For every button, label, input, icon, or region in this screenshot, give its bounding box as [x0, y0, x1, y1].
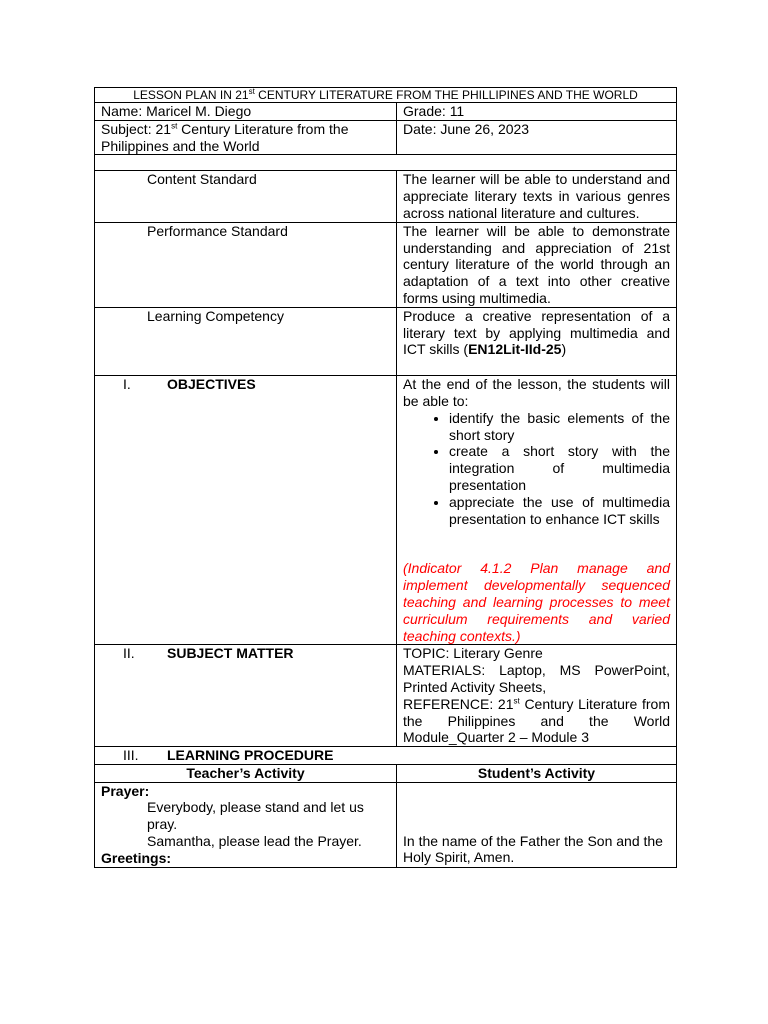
objective-item: • create a short story with the integration of multimedia presentation [449, 443, 670, 493]
materials-text: MATERIALS: Laptop, MS PowerPoint, Printed Activity Sheets, [403, 662, 670, 695]
reference-text-pre: REFERENCE: 21 [403, 695, 514, 712]
grade-cell: Grade: 11 [397, 103, 677, 121]
prayer-leader-instruction: Samantha, please lead the Prayer. [147, 833, 362, 850]
greetings-label: Greetings: [101, 849, 172, 866]
objective-item: • identify the basic elements of the short story [449, 410, 670, 444]
title-row [95, 88, 677, 103]
subject-matter-heading: SUBJECT MATTER [167, 645, 294, 662]
subject-text-post: Century Literature from the Philippines and the World [101, 120, 349, 154]
topic-text: TOPIC: Literary Genre [403, 645, 543, 662]
subject-matter-heading-cell [95, 645, 397, 747]
objective-item: • appreciate the use of multimedia presentation to enhance ICT skills [449, 494, 670, 528]
subject-sup: st [171, 121, 178, 131]
prayer-label: Prayer: [101, 782, 150, 799]
spacer-cell [95, 155, 677, 171]
title-text-pre: LESSON PLAN IN 21 [133, 88, 249, 102]
name-grade-row [95, 103, 677, 121]
subject-text-pre: Subject: 21 [101, 120, 172, 137]
lesson-plan-table [94, 87, 677, 868]
performance-standard-row [95, 222, 677, 307]
objectives-list [403, 410, 670, 528]
spacer-row [95, 155, 677, 171]
content-standard-text: The learner will be able to understand and appreciate literary texts in various genres across national literature and cultures. [397, 171, 677, 222]
subject-matter-numeral: II. [123, 645, 135, 662]
subject-cell [95, 120, 397, 155]
content-standard-label: Content Standard [147, 171, 257, 188]
objectives-row [95, 376, 677, 645]
performance-standard-label-cell [95, 222, 397, 307]
learning-competency-row [95, 307, 677, 375]
learning-competency-text [397, 307, 677, 375]
reference-text [403, 696, 670, 746]
prayer-instruction: Everybody, please stand and let us pray. [147, 799, 364, 833]
learning-competency-text-pre: Produce a creative representation of a literary text by applying multimedia and ICT skills ( [403, 307, 670, 358]
teacher-prayer-cell [95, 782, 397, 867]
performance-standard-label: Performance Standard [147, 222, 288, 239]
objectives-heading-cell [95, 376, 397, 645]
activity-header-row [95, 764, 677, 782]
learning-competency-text-post: ) [561, 341, 567, 358]
indicator-note: (Indicator 4.1.2 Plan manage and implement developmentally sequenced teaching and learning processes to meet curriculum requirements and varied teaching contexts.) [403, 560, 670, 644]
date-cell: Date: June 26, 2023 [397, 120, 677, 155]
procedure-numeral: III. [123, 747, 139, 764]
subject-matter-content-cell [397, 645, 677, 747]
student-activity-header: Student’s Activity [397, 764, 677, 782]
content-standard-label-cell [95, 171, 397, 222]
procedure-heading-cell [95, 747, 677, 765]
competency-code: EN12Lit-IId-25 [468, 341, 562, 358]
lesson-plan-title [95, 88, 677, 103]
student-prayer-response: In the name of the Father the Son and the Holy Spirit, Amen. [403, 832, 663, 866]
teacher-activity-header: Teacher’s Activity [95, 764, 397, 782]
procedure-heading: LEARNING PROCEDURE [167, 747, 334, 764]
prayer-row [95, 782, 677, 867]
objectives-numeral: I. [123, 376, 131, 393]
objectives-content-cell [397, 376, 677, 645]
name-cell: Name: Maricel M. Diego [95, 103, 397, 121]
reference-sup: st [513, 696, 520, 706]
performance-standard-text: The learner will be able to demonstrate understanding and appreciation of 21st century literature of the world through an adaptation of a text into other creative forms using multimedia. [397, 222, 677, 307]
objectives-heading: OBJECTIVES [167, 376, 256, 393]
reference-text-post: Century Literature from the Philippines and the World Module_Quarter 2 – Module 3 [403, 695, 670, 746]
content-standard-row [95, 171, 677, 222]
title-text-post: CENTURY LITERATURE FROM THE PHILLIPINES AND THE WORLD [254, 88, 638, 102]
procedure-row [95, 747, 677, 765]
learning-competency-label: Learning Competency [147, 307, 284, 324]
subject-matter-row [95, 645, 677, 747]
subject-date-row [95, 120, 677, 155]
student-prayer-cell [397, 782, 677, 867]
objectives-intro: At the end of the lesson, the students will be able to: [403, 376, 670, 409]
title-sup: st [248, 87, 255, 96]
learning-competency-label-cell [95, 307, 397, 375]
